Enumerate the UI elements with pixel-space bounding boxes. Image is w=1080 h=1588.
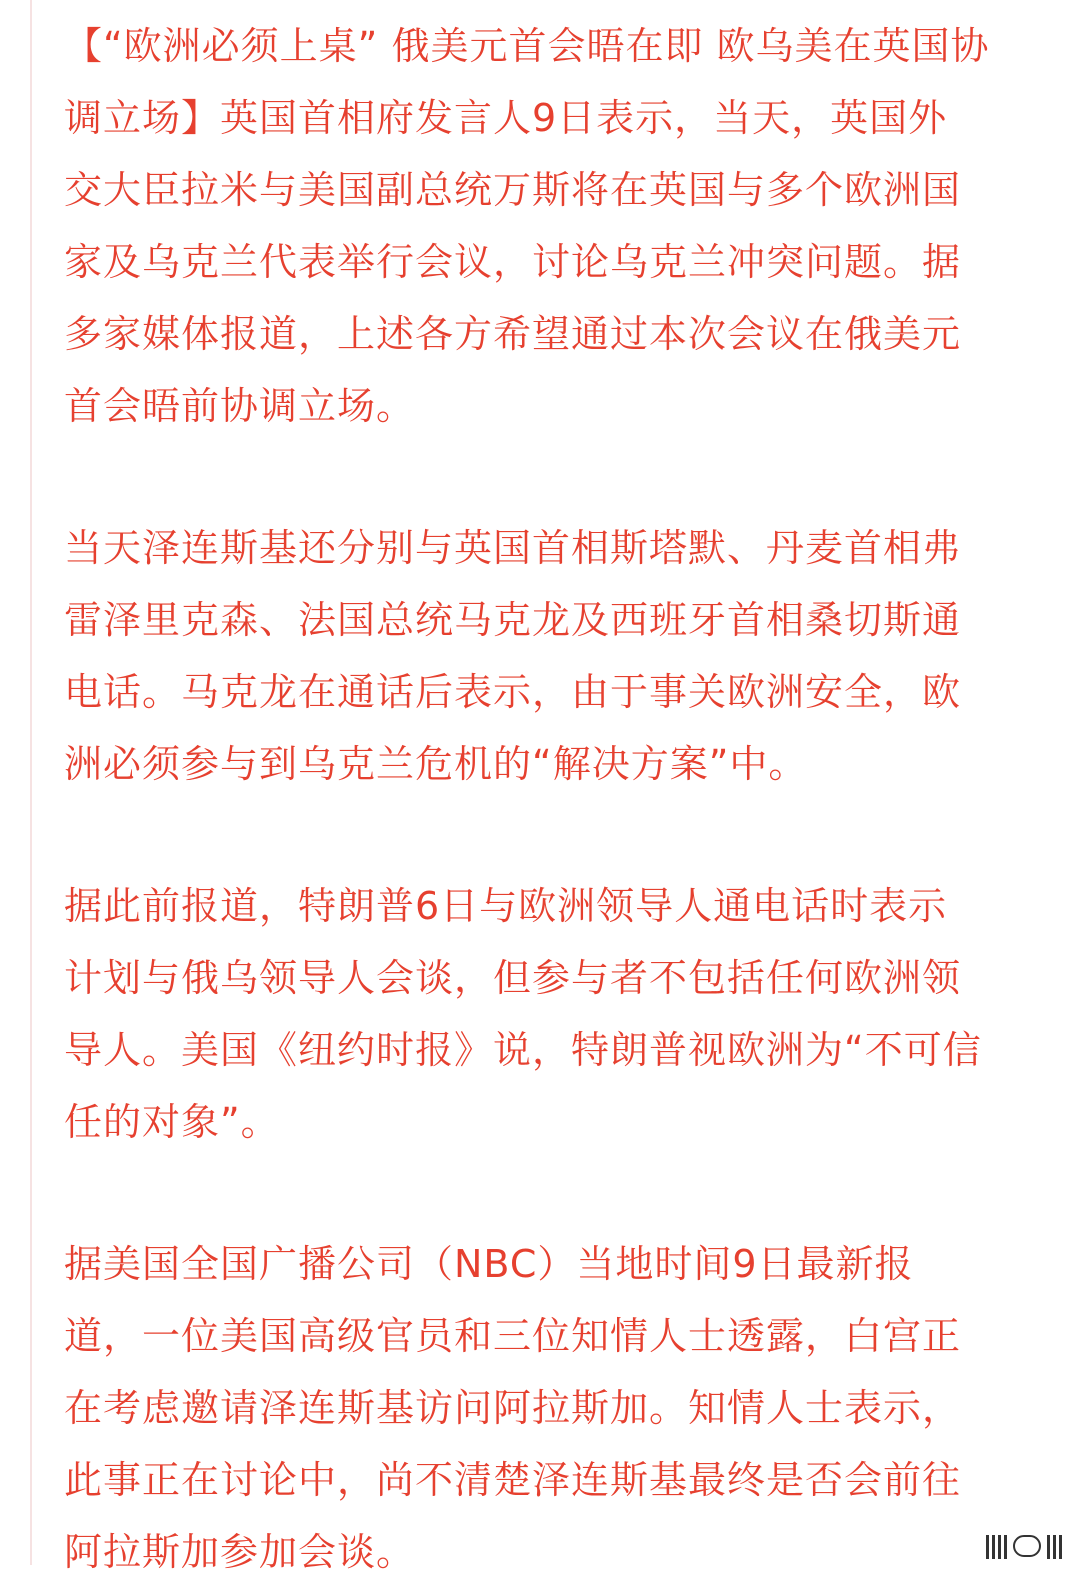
watermark-bars-icon (986, 1533, 1007, 1559)
paragraph-line: 道，一位美国高级官员和三位知情人士透露，白宫正 (64, 1314, 962, 1358)
paragraph-line: 调立场】英国首相府发言人9日表示，当天，英国外 (64, 96, 948, 140)
paragraph-line: 首会晤前协调立场。 (64, 384, 416, 428)
paragraph-line: 雷泽里克森、法国总统马克龙及西班牙首相桑切斯通 (64, 598, 962, 642)
news-article (64, 10, 1039, 1588)
article-paragraph-3 (64, 870, 1039, 1158)
paragraph-line: 在考虑邀请泽连斯基访问阿拉斯加。知情人士表示， (64, 1386, 962, 1430)
paragraph-line: 多家媒体报道，上述各方希望通过本次会议在俄美元 (64, 312, 962, 356)
paragraph-line: 当天泽连斯基还分别与英国首相斯塔默、丹麦首相弗 (64, 526, 962, 570)
paragraph-line: 据此前报道，特朗普6日与欧洲领导人通电话时表示 (64, 884, 948, 928)
paragraph-line: 洲必须参与到乌克兰危机的“解决方案”中。 (64, 742, 808, 786)
paragraph-line: 此事正在讨论中，尚不清楚泽连斯基最终是否会前往 (64, 1458, 962, 1502)
paragraph-line: 导人。美国《纽约时报》说，特朗普视欧洲为“不可信 (64, 1028, 982, 1072)
paragraph-line: 电话。马克龙在通话后表示，由于事关欧洲安全，欧 (64, 670, 962, 714)
paragraph-line: 计划与俄乌领导人会谈，但参与者不包括任何欧洲领 (64, 956, 962, 1000)
paragraph-line: 据美国全国广播公司（NBC）当地时间9日最新报 (64, 1242, 914, 1286)
paragraph-line: 【“欧洲必须上桌” 俄美元首会晤在即 欧乌美在英国协 (64, 24, 990, 68)
paragraph-line: 交大臣拉米与美国副总统万斯将在英国与多个欧洲国 (64, 168, 962, 212)
article-paragraph-2 (64, 512, 1039, 800)
paragraph-line: 任的对象”。 (64, 1100, 280, 1144)
paragraph-line: 阿拉斯加参加会谈。 (64, 1530, 416, 1574)
article-paragraph-1 (64, 10, 1039, 442)
platform-watermark-icon (986, 1533, 1062, 1559)
watermark-bubble-icon (1013, 1535, 1041, 1557)
watermark-bars-icon (1047, 1533, 1062, 1559)
article-paragraph-4 (64, 1228, 1039, 1588)
left-margin-rule (30, 0, 32, 1565)
paragraph-line: 家及乌克兰代表举行会议，讨论乌克兰冲突问题。据 (64, 240, 962, 284)
